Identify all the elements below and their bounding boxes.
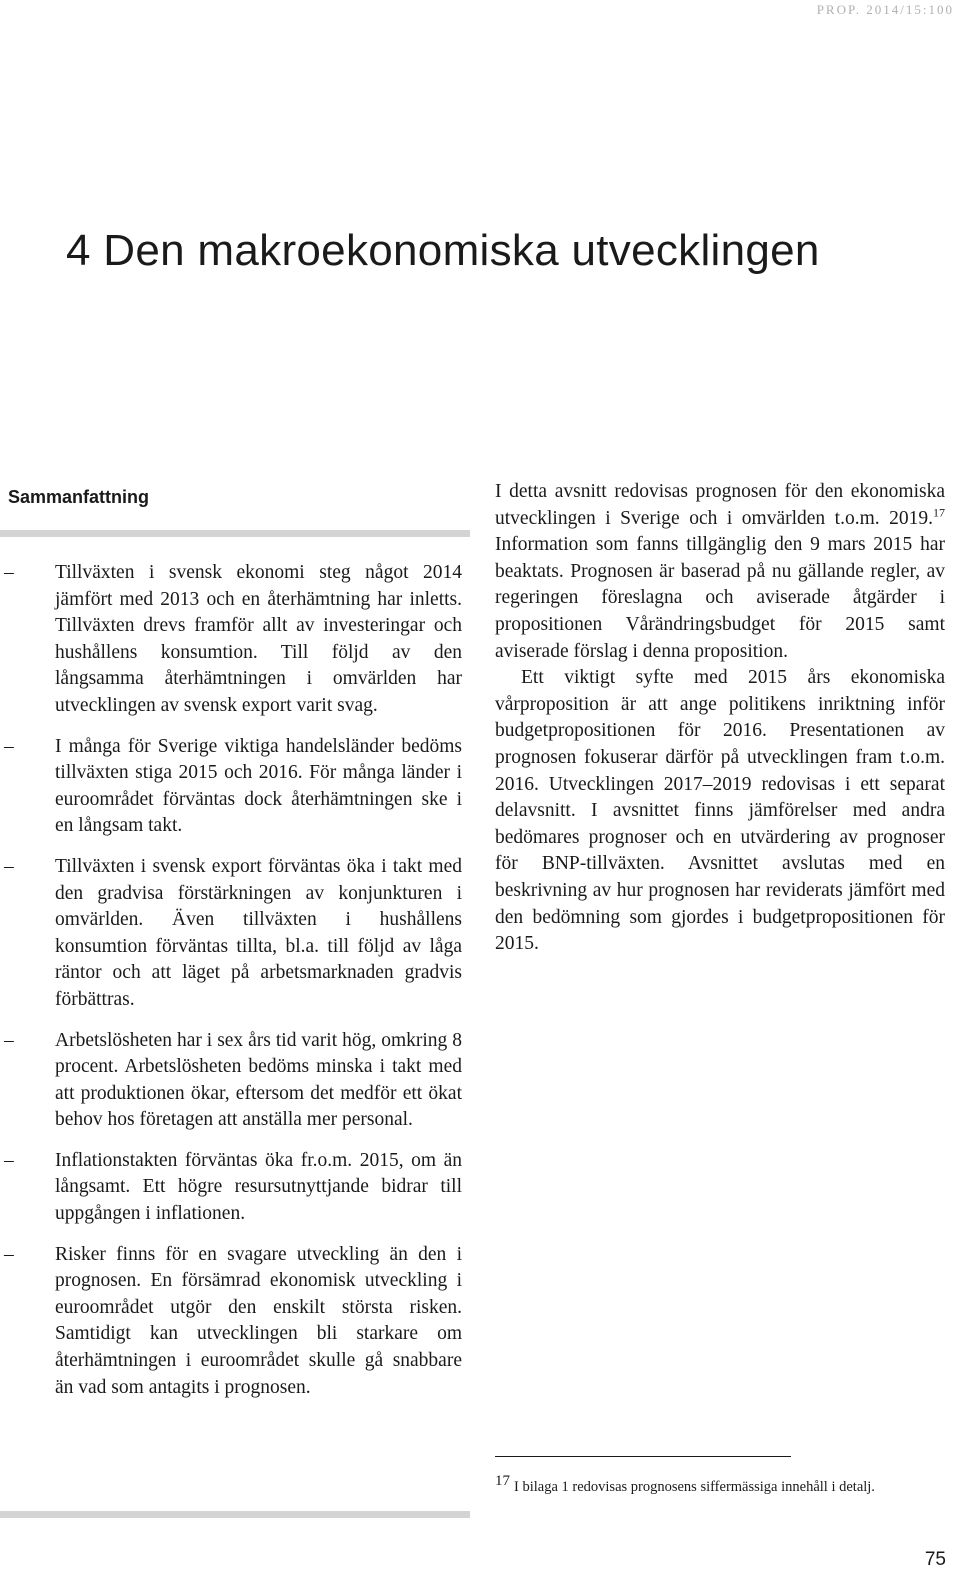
page-number: 75 [924, 1549, 946, 1570]
summary-item [0, 854, 462, 1014]
body-paragraph-2: Ett viktigt syfte med 2015 års ekonomiska vårproposition är att ange politikens inriktning inför budgetpropositionen för 2016. Presentationen av prognosen fokuserar därför på utvecklingen fram t.o.m. 2016. Utvecklingen 2017–2019 redovisas i ett separat delavsnitt. I avsnittet finns jämförelser med andra bedömares prognoser och en utvärdering av prognoser för BNP-tillväxten. Avsnittet avslutas med en beskrivning av hur prognosen har reviderats jämfört med den bedömning som gjordes i budgetpropositionen för 2015. [495, 667, 945, 955]
summary-list [0, 560, 462, 1401]
footnote-number: 17 [495, 1473, 510, 1489]
summary-item [0, 560, 462, 720]
footnote-divider [495, 1456, 791, 1457]
summary-top-rule [0, 530, 470, 537]
dash-bullet: – [4, 1149, 14, 1171]
summary-heading: Sammanfattning [8, 487, 150, 507]
dash-bullet: – [4, 735, 14, 757]
summary-item-text: Inflationstakten förväntas öka fr.o.m. 2015, om än långsamt. Ett högre resursutnyttjande bidrar till uppgången i inflationen. [55, 1149, 462, 1225]
summary-item-text: Tillväxten i svensk ekonomi steg något 2014 jämfört med 2013 och en återhämtning har inletts. Tillväxten drevs framför allt av investeringar och hushållens konsumtion. Till följd av den långsamma återhämtningen i omvärlden har utvecklingen av svensk export varit svag. [55, 562, 462, 716]
summary-item-text: Risker finns för en svagare utveckling än den i prognosen. En försämrad ekonomisk utveckling i euroområdet utgör den enskilt största risken. Samtidigt kan utvecklingen bli starkare om återhämtningen i euroområdet skulle gå snabbare än vad som antagits i prognosen. [55, 1243, 462, 1398]
body-paragraph-1-start: I detta avsnitt redovisas prognosen för den ekonomiska utvecklingen i Sverige och i omvärlden t.o.m. 2019. [495, 481, 945, 529]
summary-bottom-rule [0, 1511, 470, 1518]
dash-bullet: – [4, 1243, 14, 1265]
body-paragraph-1-end: Information som fanns tillgänglig den 9 mars 2015 har beaktats. Prognosen är baserad på nu gällande regler, av regeringen föreslagna och aviserade åtgärder i propositionen Vårändringsbudget för 2015 samt aviserade förslag i denna proposition. [495, 534, 945, 662]
summary-item-text: Arbetslösheten har i sex års tid varit hög, omkring 8 procent. Arbetslösheten bedöms minska i takt med att produktionen ökar, eftersom det medför ett ökat behov hos företagen att anställa mer personal. [55, 1029, 462, 1131]
dash-bullet: – [4, 855, 14, 877]
dash-bullet: – [4, 1029, 14, 1051]
footnote-reference[interactable]: 17 [933, 505, 945, 520]
dash-bullet: – [4, 562, 14, 583]
summary-item-text: Tillväxten i svensk export förväntas öka i takt med den gradvisa förstärkningen av konjunkturen i omvärlden. Även tillväxten i hushållens konsumtion förväntas tillta, bl.a. till följd av låga räntor och att läget på arbetsmarknaden gradvis förbättras. [55, 855, 462, 1010]
summary-item [0, 1148, 462, 1228]
footnote [495, 1473, 945, 1496]
running-head: PROP. 2014/15:100 [816, 2, 954, 17]
body-text-column [495, 479, 945, 958]
summary-item [0, 1242, 462, 1402]
footnote-text: I bilaga 1 redovisas prognosens siffermässiga innehåll i detalj. [514, 1479, 875, 1495]
summary-item-text: I många för Sverige viktiga handelsländer bedöms tillväxten stiga 2015 och 2016. För många länder i euroområdet förväntas dock återhämtningen ske i en långsam takt. [55, 735, 462, 837]
chapter-title: 4 Den makroekonomiska utvecklingen [66, 226, 820, 275]
summary-item [0, 734, 462, 840]
body-paragraph-1 [495, 479, 945, 665]
summary-item [0, 1028, 462, 1134]
